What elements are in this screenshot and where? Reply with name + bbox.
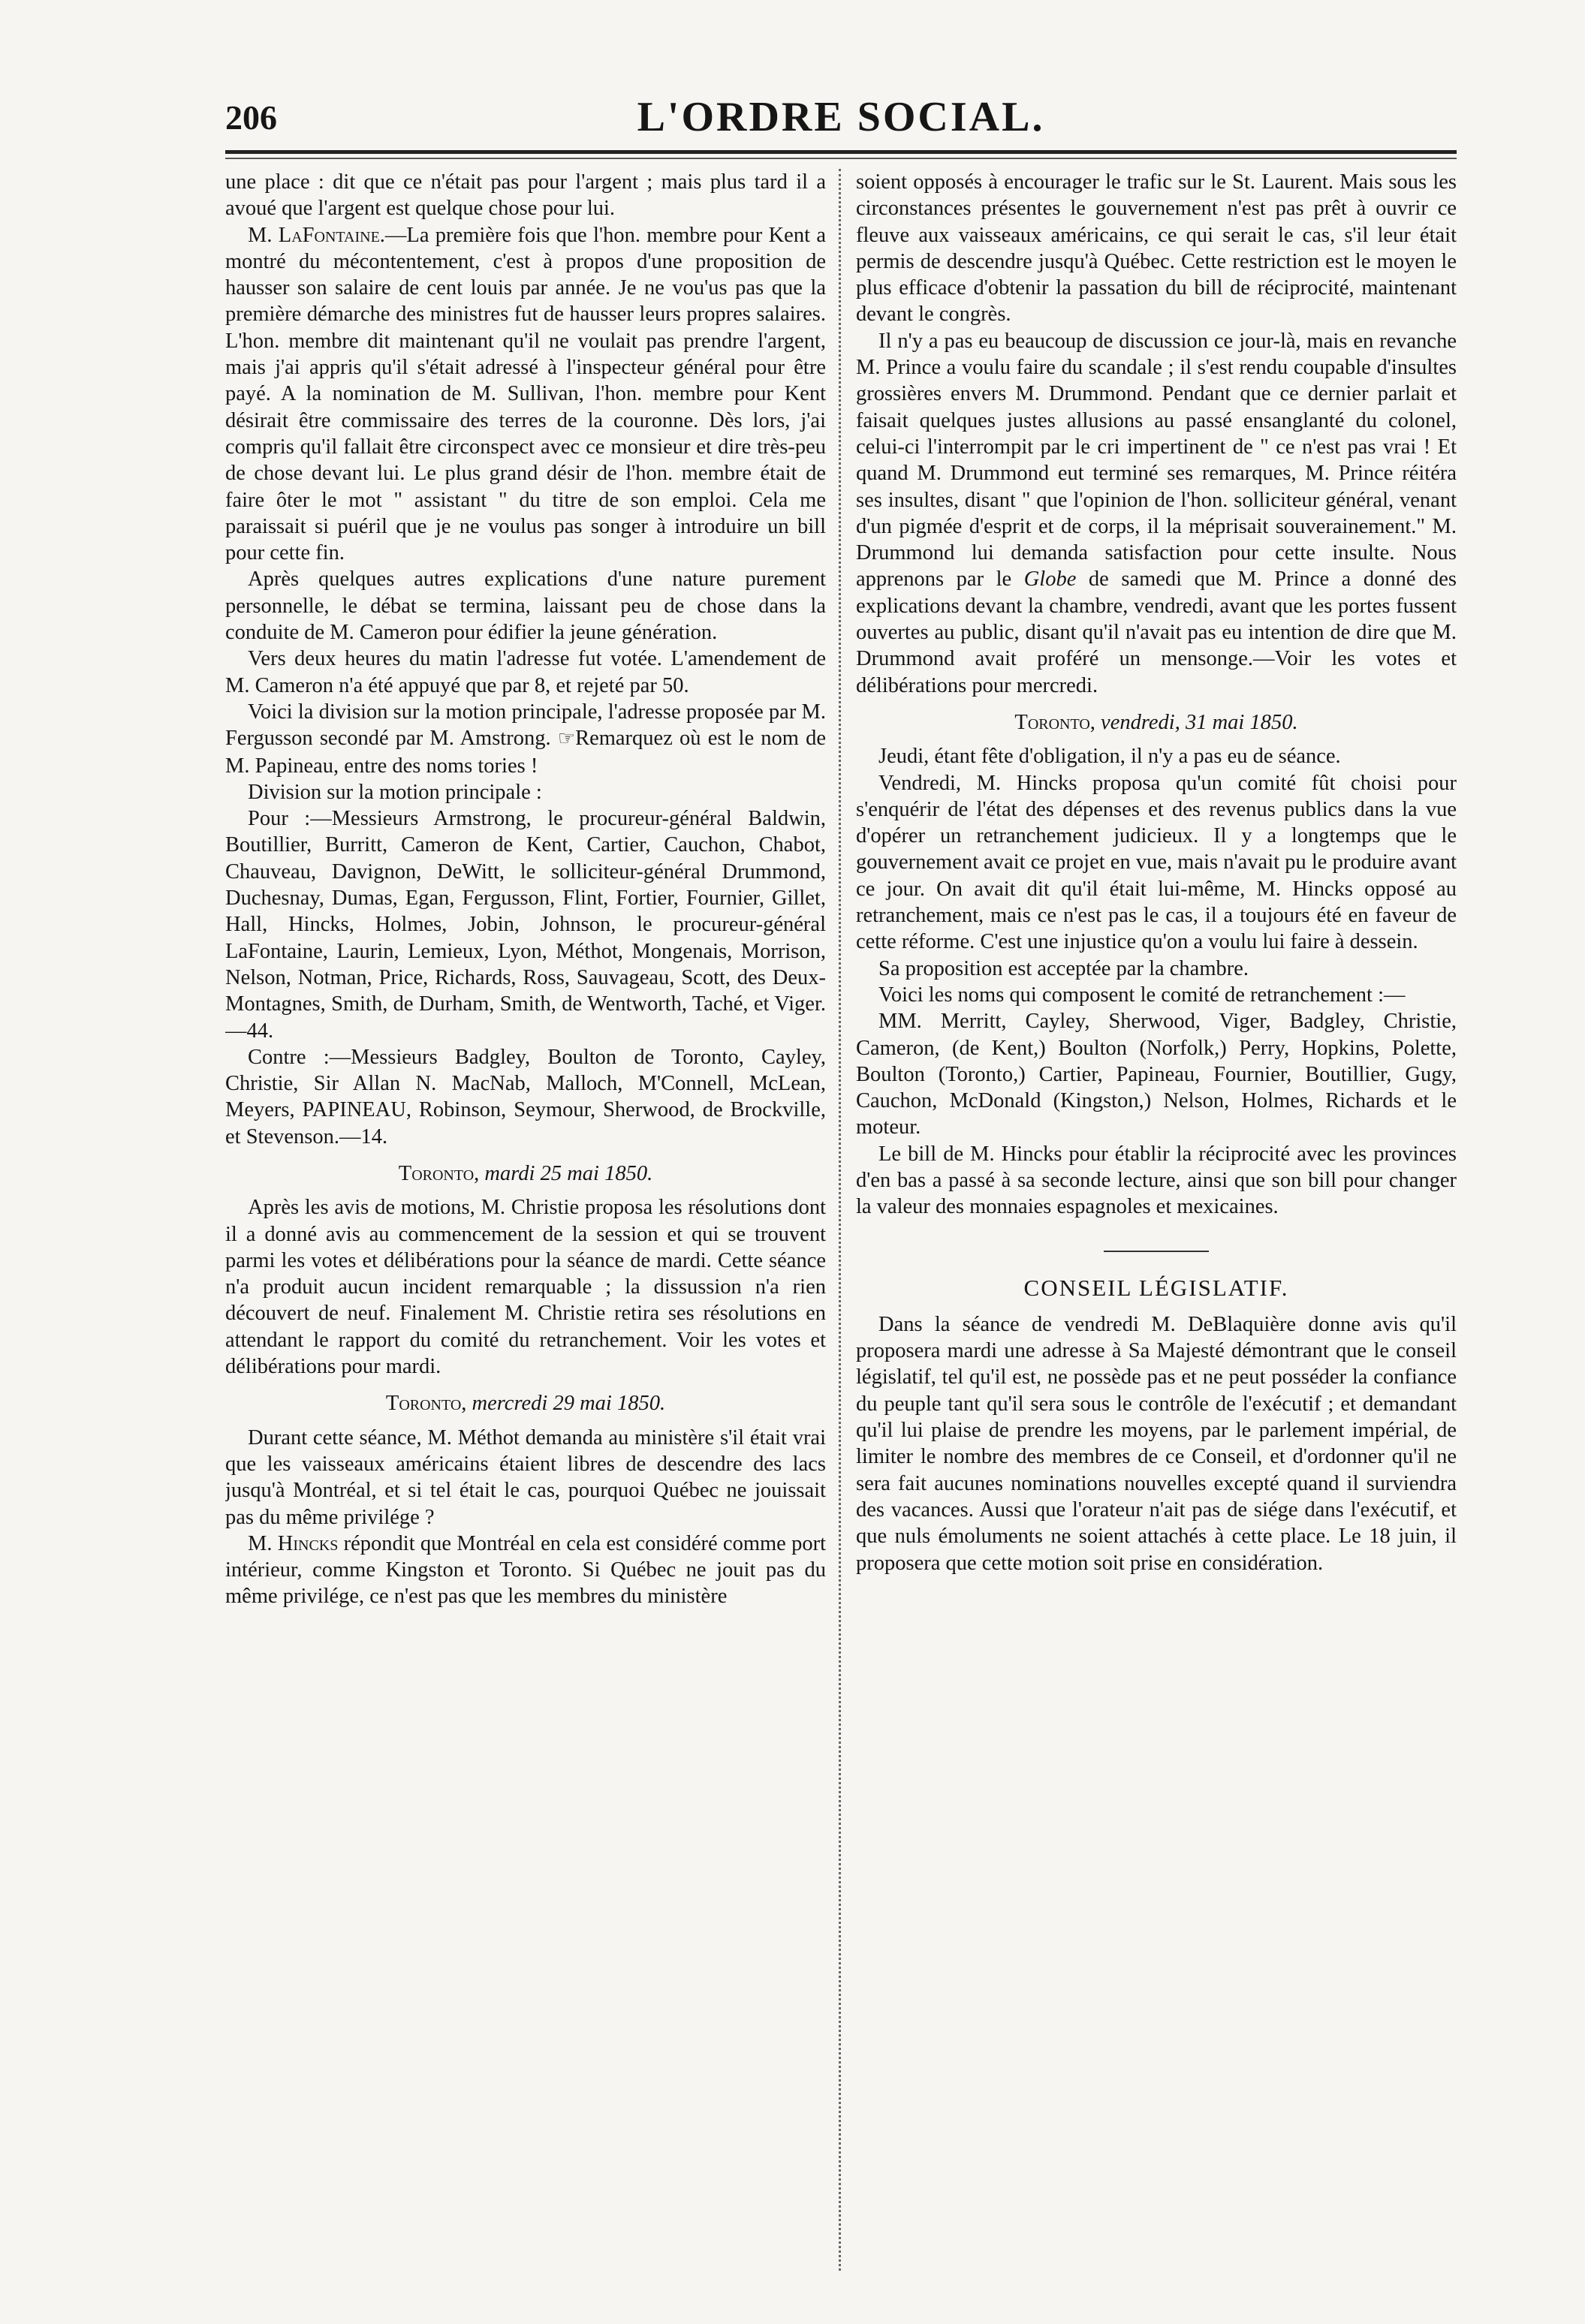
paragraph-text: Il n'y a pas eu beaucoup de discussion ce jour-là, mais en revanche M. Prince a voulu faire du scandale ; il s'est rendu coupable d'insultes grossières envers M. Drummond. Pendant que ce dernier parlait et faisait quelques justes allusions au passé ensanglanté du colonel, celui-ci l'interrompit par le cri impertinent de " ce n'est pas vrai ! Et quand M. Drummond eut terminé ses remarques, M. Prince réitéra ses insultes, disant " que l'opinion de l'hon. solliciteur général, venant d'un pigmée d'esprit et de corps, il la méprisait souverainement." M. Drummond lui demanda satisfaction pour cette insulte. Nous apprenons par le bbox=[856, 329, 1457, 592]
dateline bbox=[856, 709, 1457, 736]
paragraph: Après les avis de motions, M. Christie proposa les résolutions dont il a donné avis au commencement de la session et qui se trouvent parmi les votes et délibérations pour la séance de mardi. Cette séance n'a produit aucun incident remarquable ; la dissussion n'a rien découvert de neuf. Finalement M. Christie retira ses résolutions en attendant le rapport du comité du retranchement. Voir les votes et délibérations pour mardi. bbox=[225, 1196, 826, 1379]
paragraph bbox=[225, 699, 826, 779]
header-rule bbox=[225, 150, 1457, 154]
header-rule-thin bbox=[225, 158, 1457, 159]
speaker-name: M. Hincks bbox=[248, 1531, 339, 1555]
page-header bbox=[225, 94, 1457, 143]
right-column bbox=[856, 169, 1457, 2286]
speaker-name: M. LaFontaine. bbox=[248, 223, 385, 247]
paragraph: Dans la séance de vendredi M. DeBlaquière donne avis qu'il proposera mardi une adresse à Sa Majesté démontrant que le conseil législatif, tel qu'il est, ne possède pas et ne peut posséder la confiance du peuple tant qu'il sera sous le contrôle de l'exécutif ; et demandant qu'il lui plaise de prendre les moyens, par le parlement impérial, de limiter le nombre des membres de ce Conseil, et d'ordonner qu'il ne sera fait aucunes nominations nouvelles excepté quand il surviendra des vacances. Aussi que l'orateur n'ait pas de siége dans l'exécutif, et que nuls émoluments ne soient attachés à cette place. Le 18 juin, il proposera que cette motion soit prise en considération. bbox=[856, 1312, 1457, 1575]
paragraph: Division sur la motion principale : bbox=[248, 780, 542, 804]
dateline-date: vendredi, 31 mai 1850. bbox=[1101, 710, 1298, 734]
section-rule bbox=[1104, 1251, 1209, 1252]
paragraph-text: Remarquez où est le nom de M. Papineau, entre des noms tories ! bbox=[225, 727, 826, 778]
paragraph-text: répondit que Montréal en cela est considéré comme port intérieur, comme Kingston et Toronto. Si Québec ne jouit pas du même privilége, ce n'est pas que les membres du ministère bbox=[225, 1531, 826, 1609]
pointing-hand-icon: ☞ bbox=[557, 727, 576, 751]
paragraph: une place : dit que ce n'était pas pour l'argent ; mais plus tard il a avoué que l'argent est quelque chose pour lui. bbox=[225, 170, 826, 221]
column-divider bbox=[839, 169, 841, 2271]
section-title: CONSEIL LÉGISLATIF. bbox=[1023, 1274, 1289, 1301]
paragraph: Durant cette séance, M. Méthot demanda au ministère s'il était vrai que les vaisseaux américains étaient libres de descendre des lacs jusqu'à Montréal, et si tel était le cas, pourquoi Québec ne jouissait pas du même privilége ? bbox=[225, 1425, 826, 1529]
paragraph: Vers deux heures du matin l'adresse fut votée. L'amendement de M. Cameron n'a été appuyé que par 8, et rejeté par 50. bbox=[225, 647, 826, 697]
dateline bbox=[225, 1160, 826, 1187]
dateline-place: Toronto, bbox=[385, 1392, 467, 1416]
paragraph bbox=[225, 222, 826, 567]
paragraph-text: —La première fois que l'hon. membre pour Kent a montré du mécontentement, c'est à propos d'une proposition de hausser son salaire de cent louis par année. Je ne vou'us pas que la première démarche des ministres fut de hausser leurs propres salaires. L'hon. membre dit maintenant qu'il ne voulait pas prendre l'argent, mais j'ai appris qu'il s'était adressé à l'inspecteur général pour être payé. A la nomination de M. Sullivan, l'hon. membre pour Kent désirait être commissaire des terres de la couronne. Dès lors, j'ai compris qu'il fallait être circonspect avec ce monsieur et dire très-peu de chose devant lui. Le plus grand désir de l'hon. membre était de faire ôter le mot " assistant " du titre de son emploi. Cela me paraissait si puéril que je ne voulus pas songer à introduire un bill pour cette fin. bbox=[225, 223, 826, 565]
paragraph-text: Voici la division sur la motion principale, l'adresse proposée par M. Fergusson secondé par M. Amstrong. bbox=[225, 700, 826, 751]
paragraph: Vendredi, M. Hincks proposa qu'un comité fût choisi pour s'enquérir de l'état des dépenses et des revenus publics dans la vue d'opérer un retranchement judicieux. Il y a longtemps que le gouvernement avait ce projet en vue, mais n'avait pu le produire avant ce jour. On avait dit qu'il était lui-même, M. Hincks opposé au retranchement, mais ce n'est pas le cas, il a toujours été en faveur de cette réforme. C'est une injustice qu'on a voulu lui faire à dessein. bbox=[856, 771, 1457, 954]
left-column bbox=[225, 169, 826, 2286]
paragraph: soient opposés à encourager le trafic sur le St. Laurent. Mais sous les circonstances présentes le gouvernement n'est pas prêt à ouvrir ce fleuve aux vaisseaux américains, ce qui serait le cas, s'il leur était permis de descendre jusqu'à Québec. Cette restriction est le moyen le plus efficace d'obtenir la passation du bill de réciprocité, maintenant devant le congrès. bbox=[856, 170, 1457, 327]
paragraph: Après quelques autres explications d'une nature purement personnelle, le débat se termina, laissant peu de chose dans la conduite de M. Cameron pour édifier la jeune génération. bbox=[225, 567, 826, 645]
vote-list-for: Pour :—Messieurs Armstrong, le procureur-général Baldwin, Boutillier, Burritt, Cameron de Kent, Cartier, Cauchon, Chabot, Chauveau, Davignon, DeWitt, le solliciteur-général Drummond, Duchesnay, Dumas, Egan, Fergusson, Flint, Fortier, Fournier, Gillet, Hall, Hincks, Holmes, Jobin, Johnson, le procureur-général LaFontaine, Laurin, Lemieux, Lyon, Méthot, Mongenais, Morrison, Nelson, Notman, Price, Richards, Ross, Sauvageau, Scott, des Deux-Montagnes, Smith, de Durham, Smith, de Wentworth, Taché, et Viger.—44. bbox=[225, 807, 826, 1043]
dateline-date: mercredi 29 mai 1850. bbox=[472, 1392, 666, 1416]
page-number: 206 bbox=[225, 98, 277, 137]
dateline-place: Toronto, bbox=[1014, 710, 1095, 734]
journal-title: L'ORDRE SOCIAL. bbox=[637, 94, 1045, 140]
paragraph-text: de samedi que M. Prince a donné des explications devant la chambre, vendredi, avant que les portes fussent ouvertes au public, disant qu'il n'avait pas eu intention de dire que M. Drummond avait proféré un mensonge.—Voir les votes et délibérations pour mercredi. bbox=[856, 567, 1457, 697]
paragraph bbox=[225, 1531, 826, 1610]
dateline-date: mardi 25 mai 1850. bbox=[484, 1161, 653, 1185]
dateline bbox=[225, 1390, 826, 1416]
paragraph bbox=[856, 328, 1457, 699]
paragraph: Le bill de M. Hincks pour établir la réciprocité avec les provinces d'en bas a passé à sa seconde lecture, ainsi que son bill pour changer la valeur des monnaies espagnoles et mexicaines. bbox=[856, 1142, 1457, 1219]
dateline-place: Toronto, bbox=[398, 1161, 480, 1185]
vote-list-against: Contre :—Messieurs Badgley, Boulton de Toronto, Cayley, Christie, Sir Allan N. MacNab, Malloch, M'Connell, McLean, Meyers, PAPINEAU, Robinson, Seymour, Sherwood, de Brockville, et Stevenson.—14. bbox=[225, 1045, 826, 1148]
paragraph: Sa proposition est acceptée par la chambre. bbox=[878, 956, 1249, 980]
paragraph: Jeudi, étant fête d'obligation, il n'y a pas eu de séance. bbox=[878, 745, 1341, 769]
newspaper-name: Globe bbox=[1023, 567, 1077, 592]
committee-list: MM. Merritt, Cayley, Sherwood, Viger, Badgley, Christie, Cameron, (de Kent,) Boulton (Norfolk,) Perry, Hopkins, Polette, Boulton (Toronto,) Cartier, Papineau, Fournier, Boutillier, Gugy, Cauchon, McDonald (Kingston,) Nelson, Holmes, Richards et le moteur. bbox=[856, 1010, 1457, 1139]
paragraph: Voici les noms qui composent le comité de retranchement :— bbox=[878, 983, 1406, 1007]
